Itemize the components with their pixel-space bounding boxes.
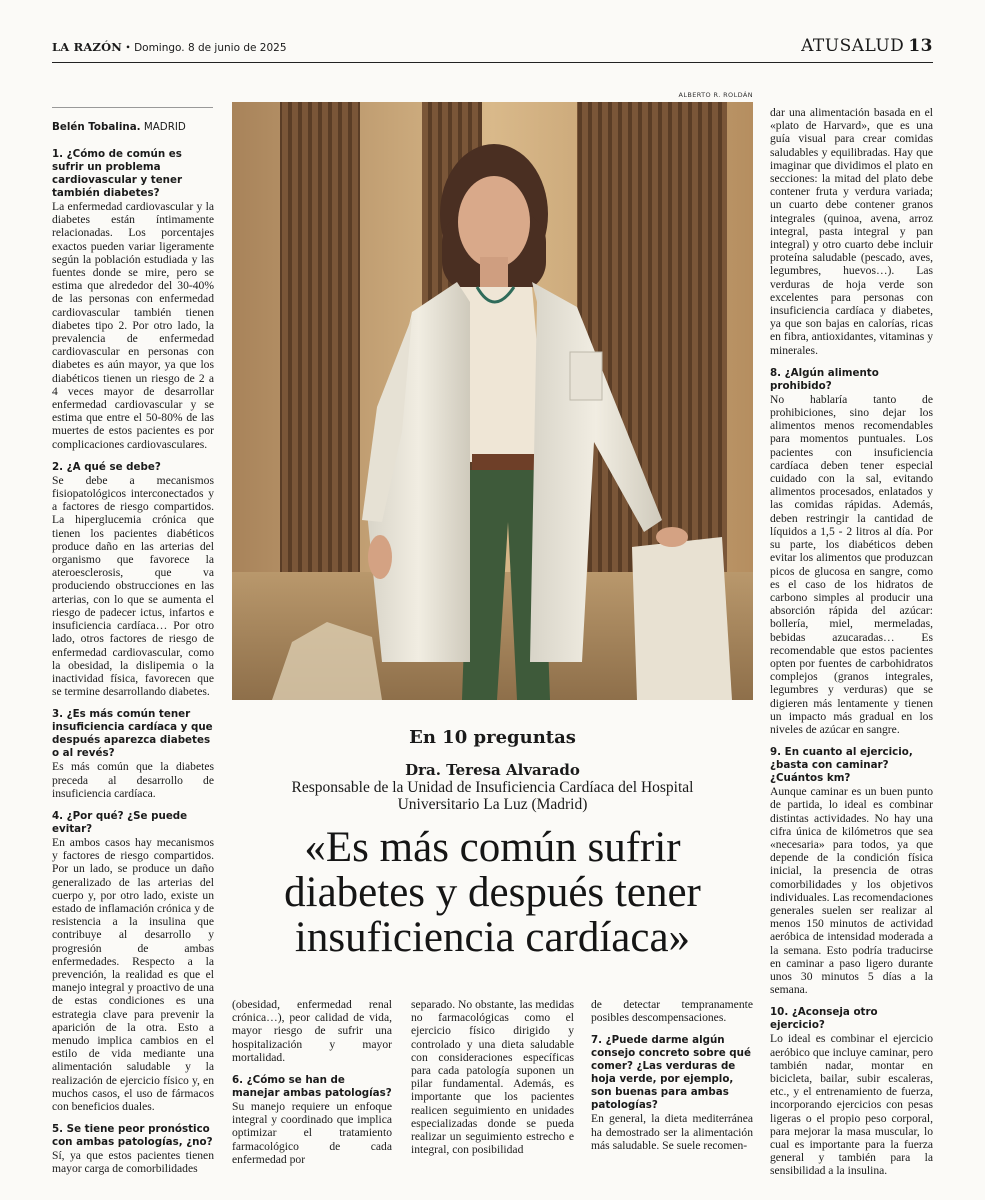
answer-2: Se debe a mecanismos fisiopatológicos interconectados y a factores de riesgo compartidos. La hiperglucemia crónica que tienen los pacientes diabéticos produce daño en las arterias del organismo que favorece la ateroesclerosis, que va produciendo obstrucciones en las arterias, con lo que se aumenta el riesgo de padecer ictus, infartos e insuficiencia cardíaca… Por otro lado, otros factores de riesgo de enfermedad cardiovascular, como la obesidad, la dislipemia o la inactividad física, favorecen que se termine desarrollando diabetes. (52, 473, 214, 699)
answer-6-continued: separado. No obstante, las medidas no farmacológicas como el ejercicio físico dirigido y controlado y una dieta saludable con consideraciones específicas para cada patología suponen un pilar fundamental. Además, es importante que los pacientes realicen seguimiento en unidades especializadas donde se pueda realizar un seguimiento estrecho e integral, con posibilidad (411, 998, 574, 1157)
author-name: Belén Tobalina. (52, 121, 141, 133)
header-left (52, 40, 287, 54)
question-5: 5. Se tiene peor pronóstico con ambas patologías, ¿no? (52, 1123, 213, 1149)
question-10: 10. ¿Aconseja otro ejercicio? (770, 1006, 878, 1032)
answer-9: Aunque caminar es un buen punto de partida, lo ideal es combinar distintas actividades. No hay una cifra única de kilómetros que sea «necesaria» para todos, ya que depende de la condición física inicial, la presencia de otras comorbilidades y los objetivos individuales. Las recomendaciones generales suelen ser realizar al menos 150 minutos de actividad aeróbica de intensidad moderada a la semana. Esto podría traducirse en caminar a paso ligero durante unos 30 minutos 5 días a la semana. (770, 785, 933, 997)
answer-7-continued: dar una alimentación basada en el «plato de Harvard», que es una guía visual para crear comidas saludables y equilibradas. Hay que imaginar que dividimos el plato en secciones: la mitad del plato debe contener fruta y verdura variada; un cuarto debe contener granos integrales (quinoa, avena, arroz integral, pasta integral y pan integral) y otro cuarto debe incluir proteína saludable (pescado, aves, legumbres, huevos…). Las verduras de hoja verde son excelentes para personas con insuficiencia cardíaca y diabetes, ya que son bajas en calorías, ricas en fibra, antioxidantes, vitaminas y minerales. (770, 106, 933, 357)
question-6: 6. ¿Cómo se han de manejar ambas patologías? (232, 1074, 392, 1100)
article-column-5 (770, 106, 933, 1178)
answer-6: Su manejo requiere un enfoque integral y coordinado que implica optimizar el tratamiento farmacológico de cada enfermedad por (232, 1100, 392, 1166)
interviewee-photo (232, 102, 753, 700)
header-right (801, 36, 933, 56)
byline-place: MADRID (143, 121, 186, 133)
question-7: 7. ¿Puede darme algún consejo concreto sobre qué comer? ¿Las verduras de hoja verde, por ejemplo, son buenas para ambas patologías? (591, 1034, 751, 1112)
answer-8: No hablaría tanto de prohibiciones, sino dejar los alimentos menos recomendables para momentos puntuales. Los pacientes con insuficiencia cardíaca deben tener especial cuidado con la sal, evitando alimentos procesados, enlatados y las comidas rápidas. Además, deben restringir la cantidad de líquidos a 1,5 - 2 litros al día. Por su parte, los diabéticos deben evitar los alimentos que produzcan picos de glucosa en sangre, como es el caso de los hidratos de carbono simples al producir una absorción rápida del azúcar: bollería, miel, mermeladas, bebidas azucaradas… Es recomendable que estos pacientes opten por fuentes de carbohidratos complejos (granos integrales, legumbres y verduras) que se digieren más lentamente y tienen un impacto más gradual en los niveles de azúcar en sangre. (770, 392, 933, 736)
answer-10: Lo ideal es combinar el ejercicio aeróbico que incluye caminar, pero también nadar, montar en bicicleta, bailar, subir escaleras, etc., y el entrenamiento de fuerza, incorporando ejercicios con pesas ligeras o el propio peso corporal, para mejorar la masa muscular, lo cual es importante para la fuerza general y también para la sensibilidad a la insulina. (770, 1032, 933, 1178)
answer-3: Es más común que la diabetes preceda al desarrollo de insuficiencia cardíaca. (52, 760, 214, 800)
answer-4: En ambos casos hay mecanismos y factores de riesgo compartidos. Por un lado, se produce un daño generalizado de las arterias del cuerpo y, por otro lado, existe un estado de inflamación crónica y de resistencia a la insulina que contribuye al desarrollo y progresión de ambas enfermedades. Respecto a la prevención, la realidad es que el manejo integral y proactivo de una de estas condiciones es una estrategia clave para prevenir la aparición de la otra. Esto a menudo implica cambios en el estilo de vida mediante una alimentación saludable y la realización de ejercicio físico y, en muchos casos, el uso de fármacos con beneficios duales. (52, 835, 214, 1113)
page-number: 13 (908, 36, 933, 56)
separator-dot-icon: • (126, 42, 131, 54)
headline-line-2: diabetes y después tener (284, 869, 701, 916)
article-column-4 (591, 998, 753, 1152)
headline (232, 825, 753, 960)
article-column-2 (232, 998, 392, 1166)
question-2: 2. ¿A qué se debe? (52, 460, 161, 473)
headline-line-1: «Es más común sufrir (304, 824, 681, 871)
section-name: ATUSALUD (801, 36, 905, 56)
interviewee-role (232, 779, 753, 813)
answer-6-end: de detectar tempranamente posibles descompensaciones. (591, 998, 753, 1025)
answer-7: En general, la dieta mediterránea ha demostrado ser la alimentación más saludable. Se suele recomen- (591, 1112, 753, 1152)
kicker: En 10 preguntas (409, 727, 576, 748)
article-column-1 (52, 148, 214, 1176)
role-line-1: Responsable de la Unidad de Insuficiencia Cardíaca del Hospital (291, 779, 694, 796)
question-3: 3. ¿Es más común tener insuficiencia cardíaca y que después aparezca diabetes o al revés? (52, 708, 213, 760)
byline-rule (52, 107, 213, 108)
byline (52, 121, 186, 133)
question-8: 8. ¿Algún alimento prohibido? (770, 366, 879, 392)
headline-line-3: insuficiencia cardíaca» (294, 914, 691, 961)
answer-5-continued: (obesidad, enfermedad renal crónica…), peor calidad de vida, mayor riesgo de sufrir una hospitalización y mayor mortalidad. (232, 998, 392, 1064)
article-column-3 (411, 998, 574, 1156)
interviewee-name: Dra. Teresa Alvarado (405, 761, 580, 779)
answer-1: La enfermedad cardiovascular y la diabetes están íntimamente relacionadas. Los porcentajes exactos pueden variar ligeramente según la población estudiada y las fuentes donde se mire, pero se estima que alrededor del 30-40% de las personas con enfermedad cardiovascular también tienen diabetes tipo 2. Por otro lado, la prevalencia de enfermedad cardiovascular en personas con diabetes es aún mayor, ya que los diabéticos tienen un riesgo de 2 a 4 veces mayor de desarrollar enfermedad cardiovascular y se estima que entre el 50-80% de las muertes de estos pacientes es por complicaciones cardiovasculares. (52, 200, 214, 451)
photo-credit: ALBERTO R. ROLDÁN (678, 91, 753, 99)
newspaper-name: LA RAZÓN (52, 40, 123, 54)
question-1: 1. ¿Cómo de común es sufrir un problema cardiovascular y tener también diabetes? (52, 148, 183, 199)
role-line-2: Universitario La Luz (Madrid) (397, 796, 588, 813)
answer-5: Sí, ya que estos pacientes tienen mayor carga de comorbilidades (52, 1149, 214, 1176)
question-4: 4. ¿Por qué? ¿Se puede evitar? (52, 809, 188, 835)
issue-date: Domingo. 8 de junio de 2025 (134, 42, 287, 54)
page-header (52, 36, 933, 63)
question-9: 9. En cuanto al ejercicio, ¿basta con caminar? ¿Cuántos km? (770, 746, 913, 785)
portrait-illustration (232, 102, 753, 700)
